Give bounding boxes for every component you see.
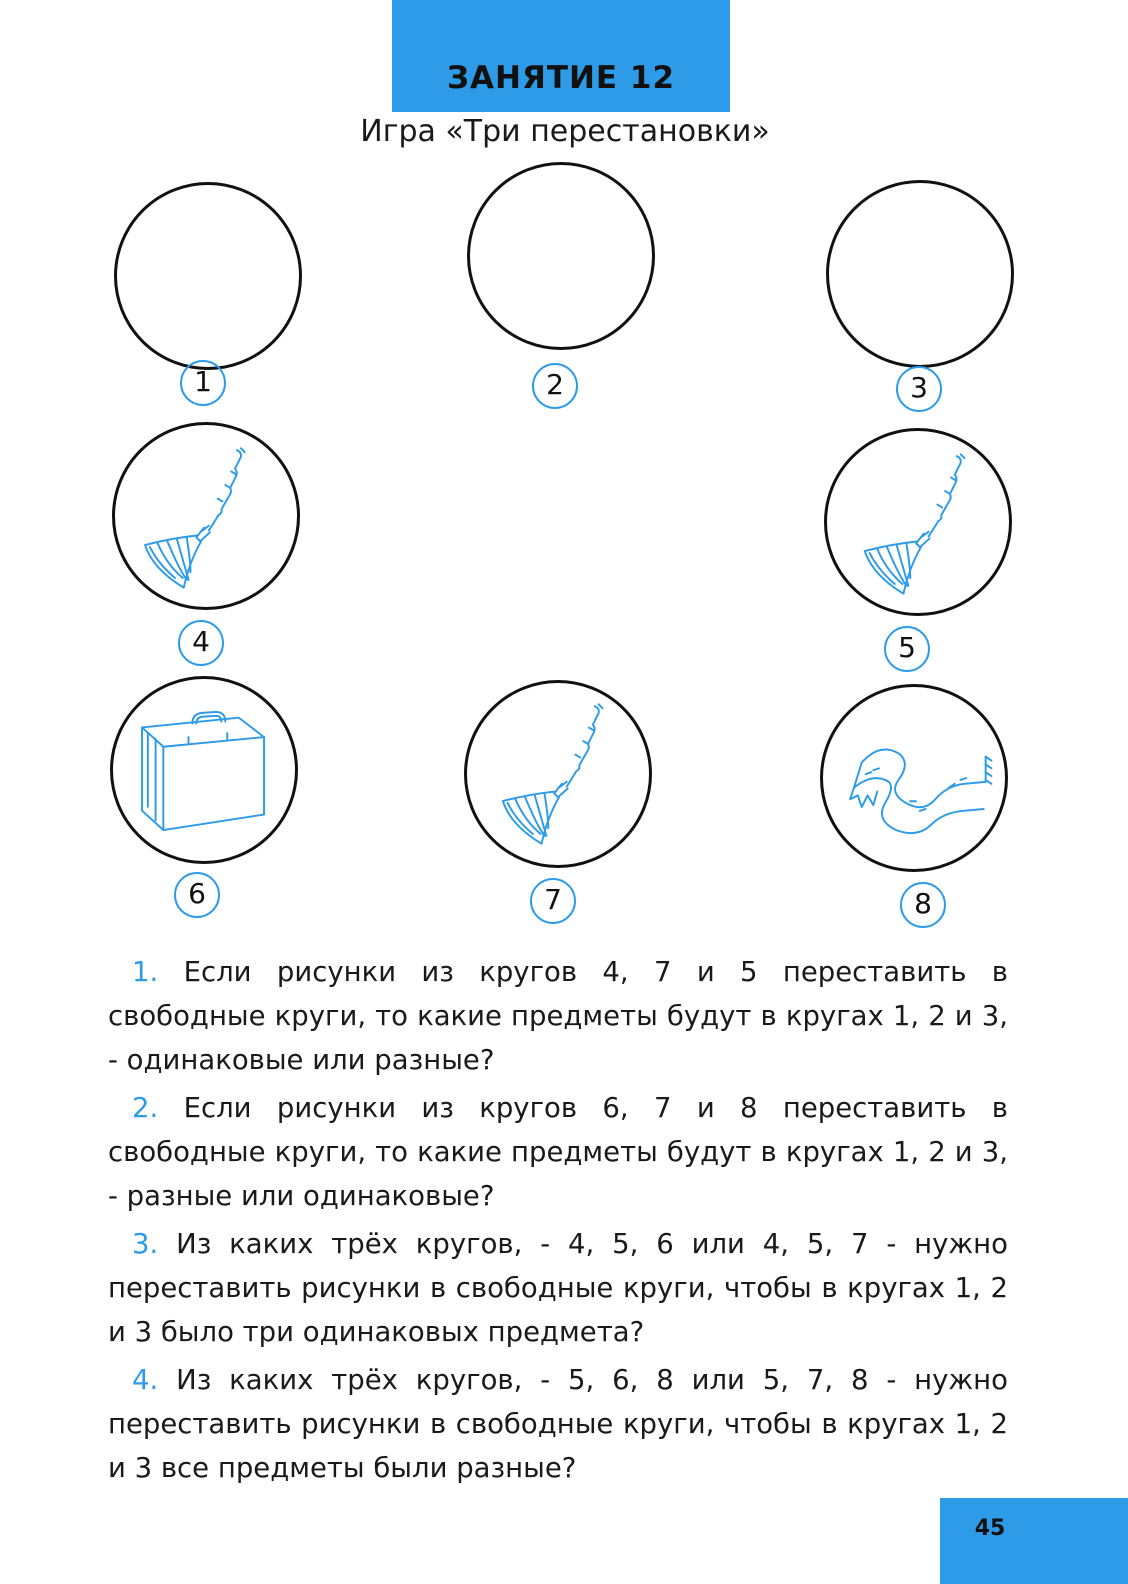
circle-1 (114, 182, 302, 370)
question-2 (108, 1086, 1008, 1218)
circle-number-2: 2 (532, 363, 578, 409)
page-number-band (940, 1498, 1128, 1584)
circle-number-1: 1 (180, 360, 226, 406)
briefcase-icon (113, 679, 295, 861)
page-number: 45 (974, 1516, 1006, 1541)
questions-block (108, 950, 1008, 1494)
circle-6 (110, 676, 298, 864)
circle-number-6: 6 (174, 872, 220, 918)
lesson-title: ЗАНЯТИЕ 12 (446, 60, 676, 96)
circle-5 (824, 428, 1012, 616)
question-text: Из каких трёх кругов, - 5, 6, 8 или 5, 7, 8 - нужно переставить рисунки в свободные круги, чтобы в кругах 1, 2 и 3 все предметы были разные? (108, 1364, 1008, 1484)
question-text: Если рисунки из кругов 6, 7 и 8 переставить в свободные круги, то какие предметы будут в кругах 1, 2 и 3, - разные или одинаковые? (108, 1092, 1008, 1212)
broom-icon (827, 431, 1009, 613)
circle-8 (820, 684, 1008, 872)
circle-3 (826, 180, 1014, 368)
game-title: Игра «Три перестановки» (360, 114, 770, 149)
circle-number-3: 3 (896, 366, 942, 412)
circle-number-4: 4 (178, 620, 224, 666)
question-number: 1. (132, 956, 159, 988)
question-number: 2. (132, 1092, 159, 1124)
broom-icon (115, 425, 297, 607)
circle-number-7: 7 (530, 878, 576, 924)
question-4 (108, 1358, 1008, 1490)
question-text: Если рисунки из кругов 4, 7 и 5 переставить в свободные круги, то какие предметы будут в кругах 1, 2 и 3, - одинаковые или разные? (108, 956, 1008, 1076)
circle-7 (464, 680, 652, 868)
circle-4 (112, 422, 300, 610)
scarf-icon (823, 687, 1005, 869)
question-text: Из каких трёх кругов, - 4, 5, 6 или 4, 5, 7 - нужно переставить рисунки в свободные круги, чтобы в кругах 1, 2 и 3 было три одинаковых предмета? (108, 1228, 1008, 1348)
question-number: 3. (132, 1228, 159, 1260)
question-3 (108, 1222, 1008, 1354)
circle-number-5: 5 (884, 626, 930, 672)
circle-2 (467, 162, 655, 350)
question-number: 4. (132, 1364, 159, 1396)
broom-icon (467, 683, 649, 865)
circle-number-8: 8 (900, 882, 946, 928)
question-1 (108, 950, 1008, 1082)
